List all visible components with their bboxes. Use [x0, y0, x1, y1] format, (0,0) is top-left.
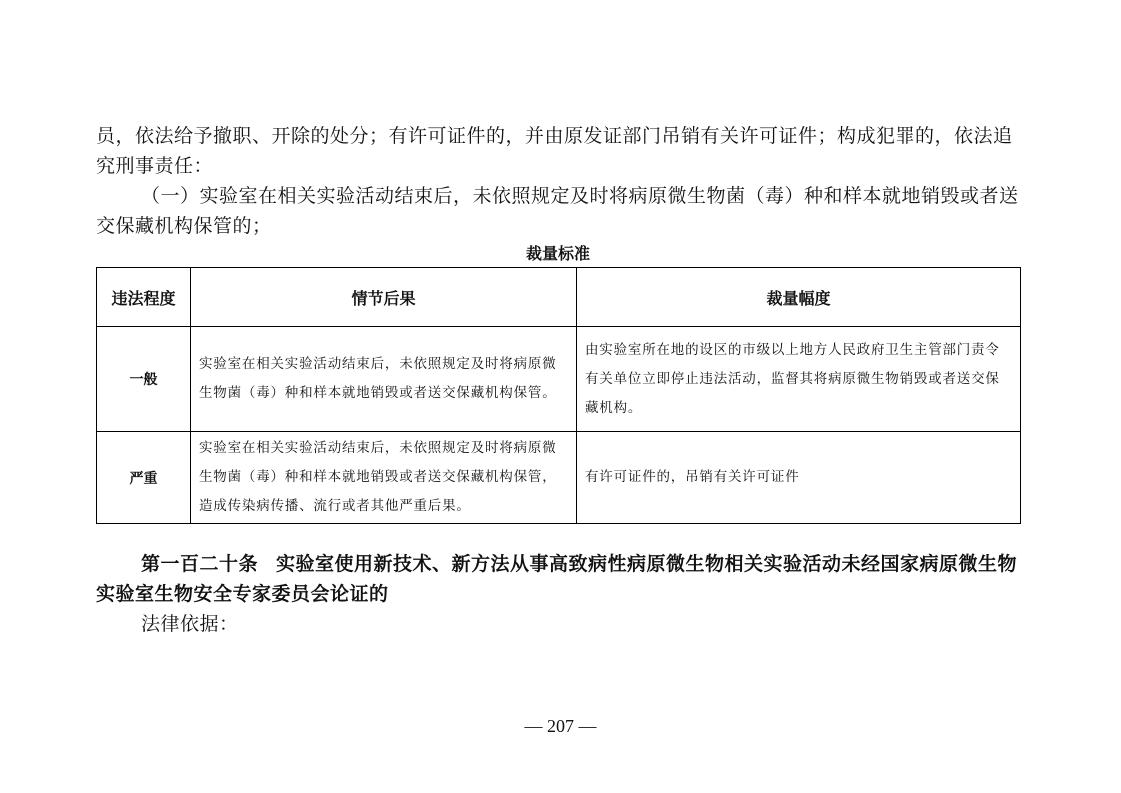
item-paragraph: （一）实验室在相关实验活动结束后，未依照规定及时将病原微生物菌（毒）种和样本就地销毁或者送交保藏机构保管的；: [96, 185, 1019, 237]
penalty-standard-table: [96, 267, 1021, 524]
table-row: [97, 327, 1021, 432]
article-number: 第一百二十条: [141, 553, 259, 575]
article-heading: [96, 549, 1026, 609]
row-penalty: 由实验室所在地的设区的市级以上地方人民政府卫生主管部门责令有关单位立即停止违法活动，监督其将病原微生物销毁或者送交保藏机构。: [577, 327, 1021, 432]
legal-basis-label: 法律依据：: [141, 613, 239, 635]
row-level: 一般: [97, 327, 191, 432]
page-number: — 207 —: [524, 716, 597, 736]
header-violation-level: 违法程度: [97, 268, 191, 327]
table-header-row: [97, 268, 1021, 327]
table-row: [97, 432, 1021, 524]
row-circumstance: 实验室在相关实验活动结束后，未依照规定及时将病原微生物菌（毒）种和样本就地销毁或者送交保藏机构保管，造成传染病传播、流行或者其他严重后果。: [191, 432, 577, 524]
row-penalty: 有许可证件的，吊销有关许可证件: [577, 432, 1021, 524]
header-circumstance: 情节后果: [191, 268, 577, 327]
table-caption: 裁量标准: [525, 244, 590, 263]
header-penalty-range: 裁量幅度: [577, 268, 1021, 327]
row-circumstance: 实验室在相关实验活动结束后，未依照规定及时将病原微生物菌（毒）种和样本就地销毁或者送交保藏机构保管。: [191, 327, 577, 432]
row-level: 严重: [97, 432, 191, 524]
body-paragraph: 员，依法给予撤职、开除的处分；有许可证件的，并由原发证部门吊销有关许可证件；构成犯罪的，依法追究刑事责任：: [96, 125, 1013, 177]
article-title: 实验室使用新技术、新方法从事高致病性病原微生物相关实验活动未经国家病原微生物实验室生物安全专家委员会论证的: [96, 553, 1018, 605]
